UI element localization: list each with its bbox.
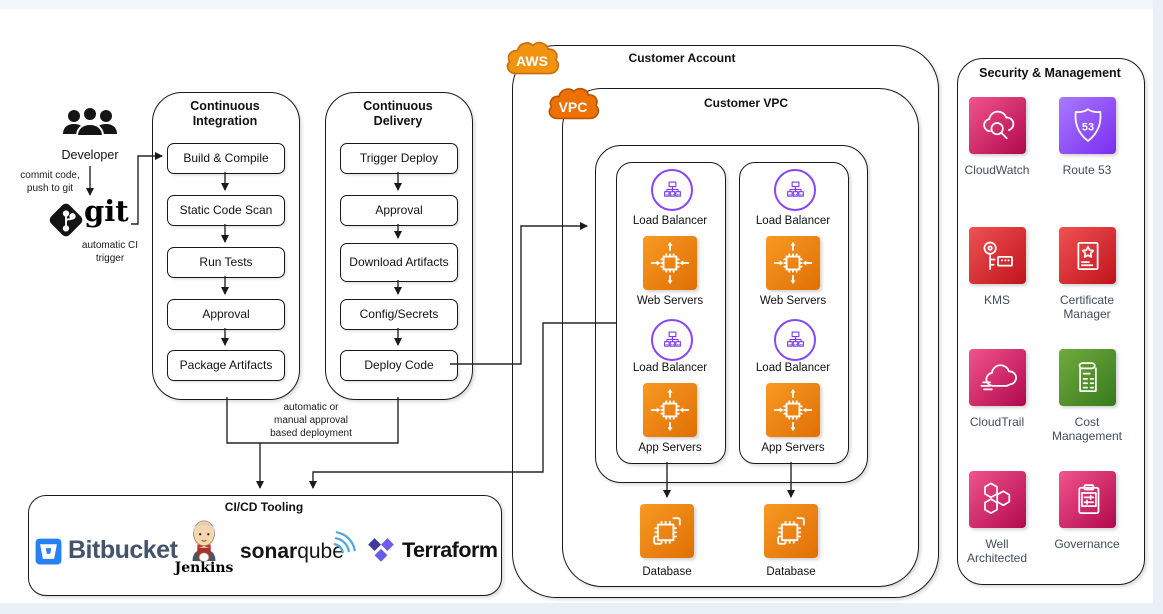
developer-icon bbox=[60, 103, 120, 152]
web-servers-label: Web Servers bbox=[759, 295, 827, 307]
aws-badge-label: AWS bbox=[516, 53, 548, 69]
page-edge-right bbox=[1153, 0, 1163, 614]
app-servers-label: App Servers bbox=[638, 442, 702, 454]
cd-step-deploy-code: Deploy Code bbox=[340, 350, 458, 381]
cloudwatch-icon bbox=[969, 97, 1026, 154]
vpc-badge-label: VPC bbox=[558, 99, 588, 115]
sonarqube-wordmark-bold: sonar bbox=[240, 540, 298, 563]
certificate-manager-label: Certificate Manager bbox=[1059, 293, 1115, 321]
ci-step-approval: Approval bbox=[167, 299, 285, 330]
app-servers-label: App Servers bbox=[761, 442, 825, 454]
cd-title: Continuous Delivery bbox=[363, 99, 433, 128]
developer-label: Developer bbox=[61, 148, 119, 162]
terraform-icon bbox=[366, 535, 396, 572]
customer-vpc-title: Customer VPC bbox=[703, 96, 789, 110]
sonarqube-wordmark-light: qube bbox=[297, 540, 344, 563]
tooling-title: CI/CD Tooling bbox=[224, 500, 304, 514]
git-icon bbox=[48, 202, 85, 239]
aws-cloud-badge bbox=[503, 36, 561, 81]
governance-icon bbox=[1059, 471, 1116, 528]
database-label: Database bbox=[642, 566, 692, 578]
kms-label: KMS bbox=[983, 293, 1010, 307]
ci-step-package-artifacts: Package Artifacts bbox=[167, 350, 285, 381]
cloudwatch-label: CloudWatch bbox=[964, 163, 1030, 177]
database-label: Database bbox=[766, 566, 816, 578]
load-balancer-icon bbox=[651, 169, 693, 211]
governance-label: Governance bbox=[1054, 537, 1120, 551]
cloudtrail-icon bbox=[969, 349, 1026, 406]
kms-icon bbox=[969, 227, 1026, 284]
cd-step-trigger-deploy: Trigger Deploy bbox=[340, 143, 458, 174]
page-edge-top bbox=[0, 0, 1163, 9]
load-balancer-label: Load Balancer bbox=[755, 362, 831, 374]
app-servers-icon bbox=[643, 383, 697, 437]
route53-badge-number: 53 bbox=[1081, 120, 1094, 133]
load-balancer-label: Load Balancer bbox=[632, 215, 708, 227]
web-servers-label: Web Servers bbox=[636, 295, 704, 307]
git-trigger-note: automatic CI trigger bbox=[81, 240, 139, 264]
route53-label: Route 53 bbox=[1062, 163, 1112, 177]
certificate-manager-icon bbox=[1059, 227, 1116, 284]
bitbucket-wordmark: Bitbucket bbox=[68, 536, 178, 564]
route53-icon bbox=[1059, 97, 1116, 154]
sonarqube-waves-icon bbox=[333, 528, 359, 559]
ci-step-static-code-scan: Static Code Scan bbox=[167, 195, 285, 226]
vpc-cloud-badge bbox=[544, 83, 602, 125]
database-icon bbox=[640, 504, 694, 558]
jenkins-wordmark: Jenkins bbox=[174, 560, 234, 576]
load-balancer-label: Load Balancer bbox=[632, 362, 708, 374]
git-logo bbox=[48, 194, 148, 239]
sonarqube-logo bbox=[240, 540, 344, 564]
cd-step-download-artifacts: Download Artifacts bbox=[340, 243, 458, 282]
web-servers-icon bbox=[766, 236, 820, 290]
cost-management-icon bbox=[1059, 349, 1116, 406]
load-balancer-icon bbox=[651, 319, 693, 361]
ci-title: Continuous Integration bbox=[190, 99, 260, 128]
terraform-wordmark: Terraform bbox=[402, 538, 498, 562]
ci-step-build-compile: Build & Compile bbox=[167, 143, 285, 174]
app-servers-icon bbox=[766, 383, 820, 437]
git-wordmark: git bbox=[84, 194, 129, 228]
well-architected-icon bbox=[969, 471, 1026, 528]
load-balancer-icon bbox=[774, 169, 816, 211]
web-servers-icon bbox=[643, 236, 697, 290]
bitbucket-logo bbox=[35, 538, 62, 570]
cost-management-label: Cost Management bbox=[1051, 415, 1123, 443]
load-balancer-label: Load Balancer bbox=[755, 215, 831, 227]
customer-account-title: Customer Account bbox=[628, 51, 736, 65]
database-icon bbox=[764, 504, 818, 558]
load-balancer-icon bbox=[774, 319, 816, 361]
deployment-note: automatic or manual approval based deployment bbox=[270, 402, 352, 439]
cd-step-approval: Approval bbox=[340, 195, 458, 226]
well-architected-label: Well Architected bbox=[966, 537, 1028, 565]
commit-note: commit code, push to git bbox=[20, 170, 80, 194]
security-management-title: Security & Management bbox=[979, 66, 1121, 80]
cloudtrail-label: CloudTrail bbox=[969, 415, 1025, 429]
page-edge-bottom bbox=[0, 603, 1163, 614]
ci-step-run-tests: Run Tests bbox=[167, 247, 285, 278]
cd-step-config-secrets: Config/Secrets bbox=[340, 299, 458, 330]
